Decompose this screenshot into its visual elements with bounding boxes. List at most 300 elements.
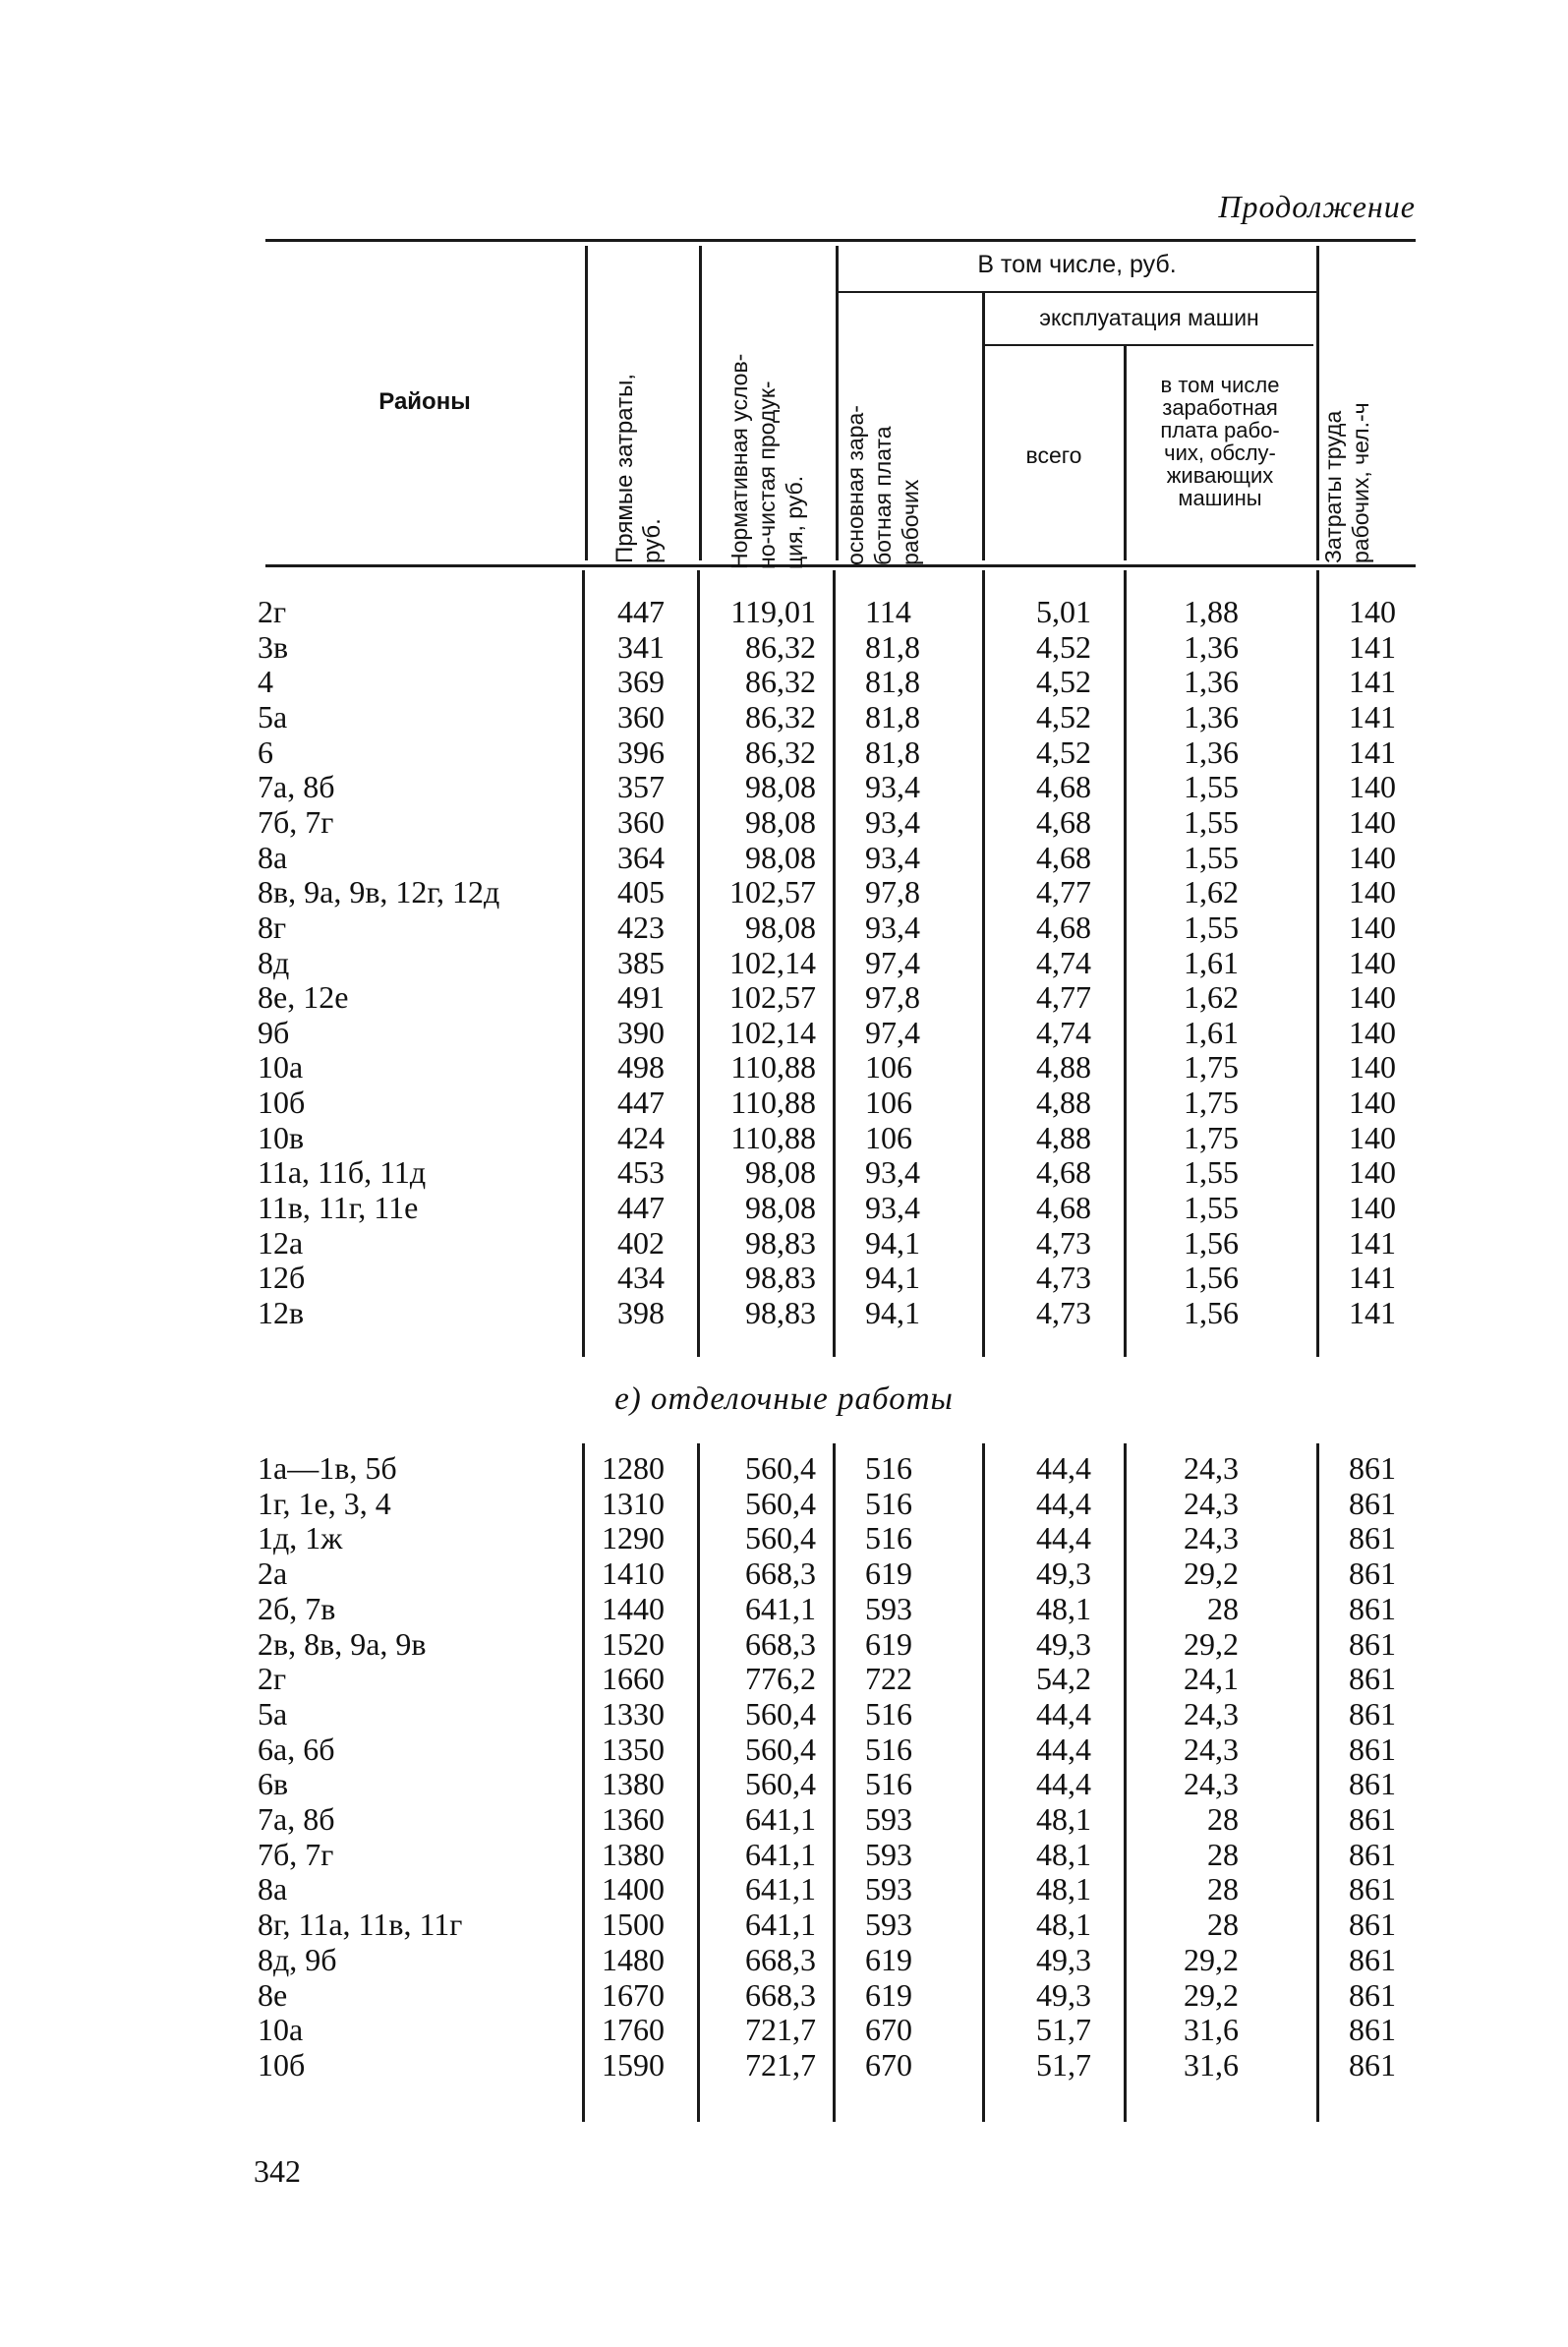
normative-output-cell: 721,7 — [745, 2046, 816, 2083]
labor-cell: 861 — [1349, 1695, 1396, 1731]
machine-wage-cell: 31,6 — [1184, 2046, 1239, 2083]
direct-costs-cell: 357 — [617, 769, 665, 805]
direct-costs-cell: 1480 — [602, 1941, 665, 1977]
table-row — [0, 1838, 1568, 1873]
machine-wage-cell: 29,2 — [1184, 1976, 1239, 2013]
base-wage-cell: 516 — [865, 1450, 912, 1486]
direct-costs-cell: 364 — [617, 839, 665, 875]
district-cell: 6 — [258, 733, 273, 770]
machine-total-cell: 4,88 — [1036, 1049, 1091, 1085]
machine-total-cell: 4,68 — [1036, 909, 1091, 945]
machine-wage-cell: 1,75 — [1184, 1049, 1239, 1085]
machine-total-cell: 49,3 — [1036, 1976, 1091, 2013]
machine-wage-cell: 24,3 — [1184, 1450, 1239, 1486]
direct-costs-cell: 405 — [617, 874, 665, 910]
table-row — [0, 1592, 1568, 1627]
machine-wage-cell: 1,88 — [1184, 594, 1239, 629]
machine-total-cell: 4,52 — [1036, 664, 1091, 700]
labor-cell: 140 — [1349, 944, 1396, 980]
base-wage-cell: 722 — [865, 1661, 912, 1697]
table-row — [0, 1085, 1568, 1121]
table-row — [0, 1802, 1568, 1838]
machine-wage-cell: 29,2 — [1184, 1625, 1239, 1662]
base-wage-cell: 619 — [865, 1941, 912, 1977]
machine-total-cell: 5,01 — [1036, 594, 1091, 629]
normative-output-cell: 668,3 — [745, 1555, 816, 1592]
labor-cell: 141 — [1349, 1295, 1396, 1330]
district-cell: 2г — [258, 594, 287, 629]
labor-cell: 140 — [1349, 1190, 1396, 1226]
district-cell: 2б, 7в — [258, 1590, 336, 1626]
labor-cell: 140 — [1349, 594, 1396, 629]
district-cell: 8д — [258, 944, 290, 980]
base-wage-cell: 94,1 — [865, 1295, 920, 1330]
base-wage-cell: 516 — [865, 1520, 912, 1556]
base-wage-cell: 516 — [865, 1731, 912, 1767]
machine-wage-cell: 1,55 — [1184, 909, 1239, 945]
direct-costs-cell: 369 — [617, 664, 665, 700]
table-row — [0, 1521, 1568, 1556]
table-row — [0, 1662, 1568, 1697]
machine-total-cell: 4,68 — [1036, 839, 1091, 875]
table-row — [0, 1016, 1568, 1051]
machine-total-cell: 4,52 — [1036, 733, 1091, 770]
table-row — [0, 1261, 1568, 1296]
base-wage-cell: 97,4 — [865, 944, 920, 980]
machine-wage-cell: 1,75 — [1184, 1119, 1239, 1155]
machine-total-cell: 4,68 — [1036, 1154, 1091, 1191]
machine-total-cell: 49,3 — [1036, 1625, 1091, 1662]
base-wage-cell: 593 — [865, 1590, 912, 1626]
machine-wage-cell: 28 — [1207, 1907, 1239, 1943]
normative-output-cell: 560,4 — [745, 1450, 816, 1486]
district-cell: 7б, 7г — [258, 1836, 334, 1872]
district-cell: 1д, 1ж — [258, 1520, 343, 1556]
labor-cell: 140 — [1349, 1119, 1396, 1155]
normative-output-cell: 110,88 — [730, 1085, 816, 1121]
base-wage-cell: 81,8 — [865, 733, 920, 770]
normative-output-cell: 668,3 — [745, 1976, 816, 2013]
section-title: е) отделочные работы — [614, 1381, 954, 1417]
machine-total-cell: 48,1 — [1036, 1590, 1091, 1626]
district-cell: 7б, 7г — [258, 803, 334, 840]
normative-output-cell: 98,08 — [745, 803, 816, 840]
normative-output-cell: 98,83 — [745, 1260, 816, 1296]
top-rule — [265, 239, 1416, 242]
table-row — [0, 1451, 1568, 1487]
labor-cell: 140 — [1349, 1014, 1396, 1050]
district-cell: 11а, 11б, 11д — [258, 1154, 427, 1191]
district-cell: 6в — [258, 1766, 289, 1802]
labor-cell: 861 — [1349, 1731, 1396, 1767]
labor-cell: 140 — [1349, 1085, 1396, 1121]
direct-costs-cell: 1400 — [602, 1871, 665, 1907]
base-wage-cell: 106 — [865, 1119, 912, 1155]
direct-costs-cell: 390 — [617, 1014, 665, 1050]
machine-total-cell: 4,88 — [1036, 1119, 1091, 1155]
machine-total-cell: 49,3 — [1036, 1941, 1091, 1977]
district-cell: 9б — [258, 1014, 290, 1050]
district-cell: 12а — [258, 1224, 304, 1261]
table-row — [0, 1978, 1568, 2014]
normative-output-cell: 102,14 — [729, 944, 816, 980]
normative-output-cell: 98,83 — [745, 1295, 816, 1330]
table-row — [0, 1487, 1568, 1522]
machine-wage-cell: 1,56 — [1184, 1260, 1239, 1296]
table-row — [0, 665, 1568, 700]
machine-total-cell: 4,52 — [1036, 628, 1091, 665]
normative-output-cell: 98,08 — [745, 1154, 816, 1191]
district-cell: 2в, 8в, 9а, 9в — [258, 1625, 427, 1662]
direct-costs-cell: 453 — [617, 1154, 665, 1191]
district-cell: 8г — [258, 909, 287, 945]
machine-total-cell: 4,77 — [1036, 874, 1091, 910]
normative-output-cell: 560,4 — [745, 1731, 816, 1767]
machine-wage-cell: 28 — [1207, 1836, 1239, 1872]
district-cell: 10в — [258, 1119, 305, 1155]
table-row — [0, 700, 1568, 735]
machine-total-cell: 4,74 — [1036, 944, 1091, 980]
labor-cell: 140 — [1349, 909, 1396, 945]
direct-costs-cell: 1310 — [602, 1485, 665, 1521]
district-cell: 8а — [258, 839, 288, 875]
machine-wage-cell: 28 — [1207, 1871, 1239, 1907]
table-row — [0, 2013, 1568, 2048]
machine-total-cell: 44,4 — [1036, 1731, 1091, 1767]
machine-total-cell: 4,74 — [1036, 1014, 1091, 1050]
table-row — [0, 805, 1568, 841]
district-cell: 8д, 9б — [258, 1941, 337, 1977]
labor-cell: 140 — [1349, 1154, 1396, 1191]
normative-output-cell: 86,32 — [745, 664, 816, 700]
base-wage-cell: 670 — [865, 2012, 912, 2048]
machine-total-cell: 44,4 — [1036, 1520, 1091, 1556]
direct-costs-cell: 447 — [617, 1190, 665, 1226]
machine-wage-cell: 29,2 — [1184, 1555, 1239, 1592]
machine-total-cell: 51,7 — [1036, 2046, 1091, 2083]
district-cell: 7а, 8б — [258, 769, 335, 805]
table-row — [0, 1872, 1568, 1907]
table-row — [0, 1191, 1568, 1226]
labor-cell: 861 — [1349, 1801, 1396, 1837]
machine-wage-cell: 28 — [1207, 1590, 1239, 1626]
labor-cell: 141 — [1349, 664, 1396, 700]
normative-output-cell: 641,1 — [745, 1907, 816, 1943]
machine-total-cell: 4,68 — [1036, 1190, 1091, 1226]
header-labor: Затраты труда рабочих, чел.-ч — [1320, 402, 1373, 563]
machine-total-cell: 4,68 — [1036, 769, 1091, 805]
base-wage-cell: 93,4 — [865, 839, 920, 875]
direct-costs-cell: 402 — [617, 1224, 665, 1261]
direct-costs-cell: 1360 — [602, 1801, 665, 1837]
labor-cell: 861 — [1349, 2012, 1396, 2048]
table-row — [0, 841, 1568, 876]
normative-output-cell: 668,3 — [745, 1941, 816, 1977]
district-cell: 7а, 8б — [258, 1801, 335, 1837]
normative-output-cell: 560,4 — [745, 1520, 816, 1556]
table-row — [0, 735, 1568, 771]
header-including: В том числе, руб. — [977, 251, 1177, 278]
district-cell: 1г, 1е, 3, 4 — [258, 1485, 391, 1521]
base-wage-cell: 516 — [865, 1485, 912, 1521]
machine-total-cell: 4,68 — [1036, 803, 1091, 840]
machine-wage-cell: 28 — [1207, 1801, 1239, 1837]
base-wage-cell: 97,8 — [865, 874, 920, 910]
subheader-rule — [838, 291, 1316, 293]
table-row — [0, 1907, 1568, 1943]
district-cell: 8а — [258, 1871, 288, 1907]
machine-wage-cell: 1,61 — [1184, 1014, 1239, 1050]
header-base-wage: основная зара- ботная плата рабочих — [842, 405, 923, 565]
machine-total-cell: 51,7 — [1036, 2012, 1091, 2048]
normative-output-cell: 721,7 — [745, 2012, 816, 2048]
page-number: 342 — [254, 2153, 301, 2189]
district-cell: 10а — [258, 2012, 304, 2048]
direct-costs-cell: 498 — [617, 1049, 665, 1085]
base-wage-cell: 93,4 — [865, 1154, 920, 1191]
table-row — [0, 1943, 1568, 1978]
labor-cell: 861 — [1349, 1520, 1396, 1556]
machine-wage-cell: 1,55 — [1184, 769, 1239, 805]
district-cell: 10б — [258, 1085, 306, 1121]
machine-wage-cell: 1,36 — [1184, 628, 1239, 665]
base-wage-cell: 97,8 — [865, 979, 920, 1016]
district-cell: 2а — [258, 1555, 288, 1592]
table-row — [0, 980, 1568, 1016]
direct-costs-cell: 1290 — [602, 1520, 665, 1556]
base-wage-cell: 106 — [865, 1049, 912, 1085]
labor-cell: 140 — [1349, 803, 1396, 840]
header-total: всего — [1025, 442, 1082, 468]
base-wage-cell: 94,1 — [865, 1260, 920, 1296]
direct-costs-cell: 341 — [617, 628, 665, 665]
machine-total-cell: 48,1 — [1036, 1801, 1091, 1837]
machine-total-cell: 44,4 — [1036, 1695, 1091, 1731]
direct-costs-cell: 434 — [617, 1260, 665, 1296]
machine-total-cell: 4,88 — [1036, 1085, 1091, 1121]
machine-wage-cell: 31,6 — [1184, 2012, 1239, 2048]
normative-output-cell: 86,32 — [745, 628, 816, 665]
district-cell: 4 — [258, 664, 273, 700]
district-cell: 6а, 6б — [258, 1731, 335, 1767]
labor-cell: 861 — [1349, 1555, 1396, 1592]
machine-wage-cell: 24,3 — [1184, 1695, 1239, 1731]
direct-costs-cell: 1380 — [602, 1766, 665, 1802]
labor-cell: 861 — [1349, 1485, 1396, 1521]
normative-output-cell: 98,83 — [745, 1224, 816, 1261]
machine-wage-cell: 1,55 — [1184, 1190, 1239, 1226]
base-wage-cell: 106 — [865, 1085, 912, 1121]
machine-total-cell: 4,73 — [1036, 1260, 1091, 1296]
base-wage-cell: 593 — [865, 1907, 912, 1943]
normative-output-cell: 641,1 — [745, 1836, 816, 1872]
normative-output-cell: 102,14 — [729, 1014, 816, 1050]
labor-cell: 141 — [1349, 733, 1396, 770]
direct-costs-cell: 424 — [617, 1119, 665, 1155]
direct-costs-cell: 1670 — [602, 1976, 665, 2013]
labor-cell: 140 — [1349, 769, 1396, 805]
machine-total-cell: 4,77 — [1036, 979, 1091, 1016]
district-cell: 1а—1в, 5б — [258, 1450, 397, 1486]
direct-costs-cell: 1280 — [602, 1450, 665, 1486]
continuation-label: Продолжение — [1218, 189, 1416, 224]
district-cell: 2г — [258, 1661, 287, 1697]
labor-cell: 140 — [1349, 874, 1396, 910]
header-machine-operation: эксплуатация машин — [1039, 305, 1259, 330]
table-row — [0, 946, 1568, 981]
normative-output-cell: 668,3 — [745, 1625, 816, 1662]
direct-costs-cell: 1660 — [602, 1661, 665, 1697]
direct-costs-cell: 398 — [617, 1295, 665, 1330]
labor-cell: 861 — [1349, 1590, 1396, 1626]
machine-wage-cell: 1,61 — [1184, 944, 1239, 980]
labor-cell: 861 — [1349, 1836, 1396, 1872]
direct-costs-cell: 1350 — [602, 1731, 665, 1767]
normative-output-cell: 102,57 — [729, 874, 816, 910]
base-wage-cell: 619 — [865, 1555, 912, 1592]
normative-output-cell: 560,4 — [745, 1485, 816, 1521]
header-divider — [982, 291, 985, 560]
machine-total-cell: 48,1 — [1036, 1907, 1091, 1943]
table-row — [0, 630, 1568, 666]
base-wage-cell: 670 — [865, 2046, 912, 2083]
normative-output-cell: 98,08 — [745, 909, 816, 945]
base-wage-cell: 93,4 — [865, 803, 920, 840]
labor-cell: 861 — [1349, 1907, 1396, 1943]
base-wage-cell: 93,4 — [865, 769, 920, 805]
base-wage-cell: 593 — [865, 1836, 912, 1872]
district-cell: 5а — [258, 698, 288, 734]
normative-output-cell: 560,4 — [745, 1695, 816, 1731]
machine-total-cell: 44,4 — [1036, 1450, 1091, 1486]
table-row — [0, 910, 1568, 946]
direct-costs-cell: 1440 — [602, 1590, 665, 1626]
header-direct-costs: Прямые затраты, руб. — [611, 374, 666, 563]
district-cell: 10б — [258, 2046, 306, 2083]
base-wage-cell: 93,4 — [865, 1190, 920, 1226]
labor-cell: 861 — [1349, 1661, 1396, 1697]
machine-wage-cell: 1,62 — [1184, 979, 1239, 1016]
direct-costs-cell: 447 — [617, 1085, 665, 1121]
normative-output-cell: 98,08 — [745, 769, 816, 805]
table-row — [0, 1767, 1568, 1802]
table-row — [0, 2048, 1568, 2083]
table-row — [0, 1296, 1568, 1331]
table-row — [0, 1697, 1568, 1732]
table-row — [0, 1050, 1568, 1085]
district-cell: 5а — [258, 1695, 288, 1731]
labor-cell: 140 — [1349, 839, 1396, 875]
machine-wage-cell: 1,62 — [1184, 874, 1239, 910]
normative-output-cell: 119,01 — [730, 594, 816, 629]
machine-total-cell: 4,73 — [1036, 1224, 1091, 1261]
normative-output-cell: 98,08 — [745, 839, 816, 875]
normative-output-cell: 86,32 — [745, 733, 816, 770]
header-divider — [699, 246, 702, 560]
labor-cell: 140 — [1349, 1049, 1396, 1085]
machine-wage-cell: 24,3 — [1184, 1520, 1239, 1556]
labor-cell: 861 — [1349, 1871, 1396, 1907]
normative-output-cell: 110,88 — [730, 1119, 816, 1155]
table-row — [0, 1732, 1568, 1768]
direct-costs-cell: 1410 — [602, 1555, 665, 1592]
normative-output-cell: 560,4 — [745, 1766, 816, 1802]
header-districts: Районы — [378, 388, 471, 415]
table-row — [0, 1155, 1568, 1191]
machine-total-cell: 4,73 — [1036, 1295, 1091, 1330]
district-cell: 8г, 11а, 11в, 11г — [258, 1907, 463, 1943]
base-wage-cell: 593 — [865, 1871, 912, 1907]
machine-wage-cell: 1,36 — [1184, 698, 1239, 734]
normative-output-cell: 86,32 — [745, 698, 816, 734]
district-cell: 10а — [258, 1049, 304, 1085]
direct-costs-cell: 1590 — [602, 2046, 665, 2083]
labor-cell: 861 — [1349, 1766, 1396, 1802]
base-wage-cell: 81,8 — [865, 664, 920, 700]
table-row — [0, 770, 1568, 805]
labor-cell: 141 — [1349, 698, 1396, 734]
machine-total-cell: 49,3 — [1036, 1555, 1091, 1592]
table-row — [0, 1226, 1568, 1262]
machine-total-cell: 44,4 — [1036, 1766, 1091, 1802]
normative-output-cell: 776,2 — [745, 1661, 816, 1697]
machine-wage-cell: 1,55 — [1184, 803, 1239, 840]
normative-output-cell: 641,1 — [745, 1871, 816, 1907]
machine-wage-cell: 1,36 — [1184, 733, 1239, 770]
labor-cell: 141 — [1349, 628, 1396, 665]
labor-cell: 141 — [1349, 1224, 1396, 1261]
district-cell: 8е — [258, 1976, 288, 2013]
direct-costs-cell: 1380 — [602, 1836, 665, 1872]
machine-wage-cell: 24,3 — [1184, 1731, 1239, 1767]
normative-output-cell: 641,1 — [745, 1801, 816, 1837]
district-cell: 8в, 9а, 9в, 12г, 12д — [258, 874, 500, 910]
district-cell: 11в, 11г, 11е — [258, 1190, 419, 1226]
base-wage-cell: 81,8 — [865, 698, 920, 734]
district-cell: 8е, 12е — [258, 979, 349, 1016]
direct-costs-cell: 1520 — [602, 1625, 665, 1662]
machine-total-cell: 48,1 — [1036, 1836, 1091, 1872]
base-wage-cell: 93,4 — [865, 909, 920, 945]
normative-output-cell: 98,08 — [745, 1190, 816, 1226]
machine-wage-cell: 1,56 — [1184, 1224, 1239, 1261]
table-row — [0, 875, 1568, 910]
machine-wage-cell: 24,1 — [1184, 1661, 1239, 1697]
table-row — [0, 1556, 1568, 1592]
machine-wage-cell: 1,56 — [1184, 1295, 1239, 1330]
base-wage-cell: 516 — [865, 1766, 912, 1802]
labor-cell: 141 — [1349, 1260, 1396, 1296]
machine-wage-cell: 1,55 — [1184, 839, 1239, 875]
normative-output-cell: 641,1 — [745, 1590, 816, 1626]
table-row — [0, 1121, 1568, 1156]
direct-costs-cell: 423 — [617, 909, 665, 945]
base-wage-cell: 619 — [865, 1625, 912, 1662]
normative-output-cell: 110,88 — [730, 1049, 816, 1085]
machine-wage-cell: 29,2 — [1184, 1941, 1239, 1977]
machine-total-cell: 44,4 — [1036, 1485, 1091, 1521]
base-wage-cell: 516 — [865, 1695, 912, 1731]
normative-output-cell: 102,57 — [729, 979, 816, 1016]
labor-cell: 861 — [1349, 1941, 1396, 1977]
direct-costs-cell: 360 — [617, 803, 665, 840]
machine-total-cell: 54,2 — [1036, 1661, 1091, 1697]
labor-cell: 861 — [1349, 1976, 1396, 2013]
labor-cell: 861 — [1349, 1625, 1396, 1662]
machine-wage-cell: 1,75 — [1184, 1085, 1239, 1121]
base-wage-cell: 81,8 — [865, 628, 920, 665]
direct-costs-cell: 385 — [617, 944, 665, 980]
